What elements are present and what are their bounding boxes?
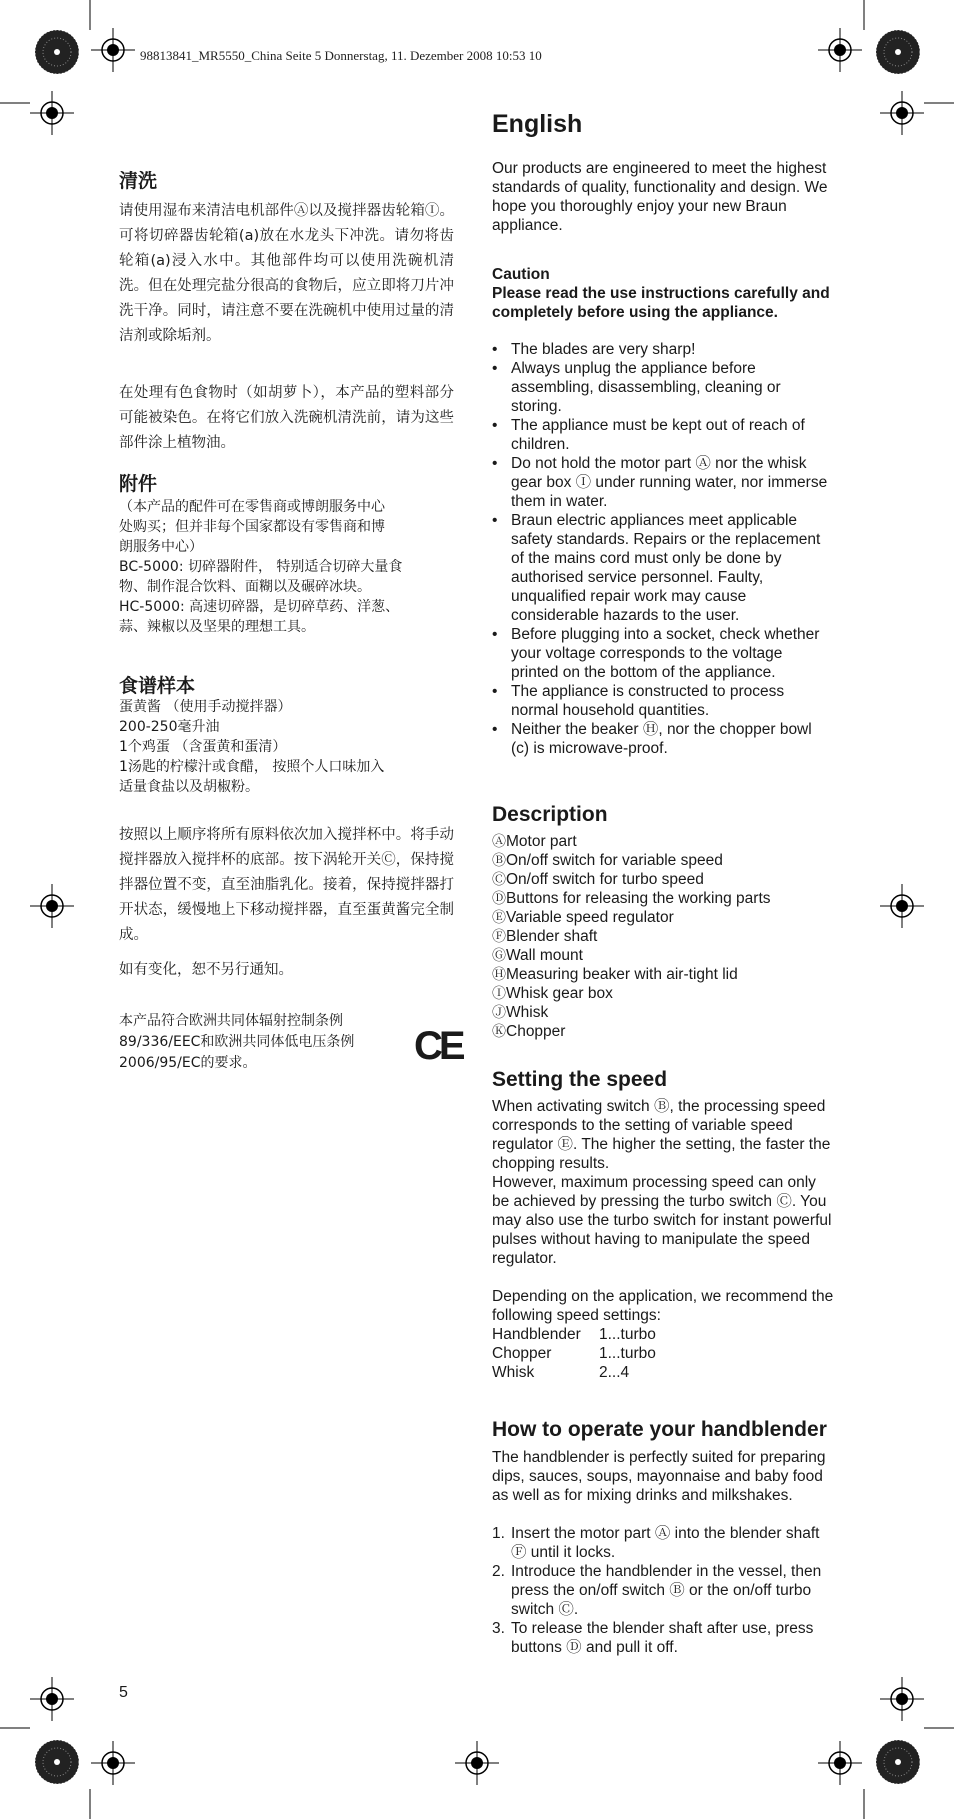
accessories-line: 处购买；但并非每个国家都设有零售商和博 xyxy=(119,519,385,535)
description-item xyxy=(492,889,771,908)
description-item xyxy=(492,946,771,965)
intro-paragraph: Our products are engineered to meet the highest standards of quality, functionality and design. We hope you thoroughly enjoy your new Braun appliance. xyxy=(492,160,828,234)
description-item xyxy=(492,851,771,870)
caution-item: • Always unplug the appliance before assembling, disassembling, cleaning or storing. xyxy=(492,359,832,416)
caution-list xyxy=(492,340,832,758)
part-letter: Ⓘ xyxy=(492,985,506,1001)
caution-item: • Braun electric appliances meet applicable safety standards. Repairs or the replacement of the mains cord must only be done by authorised service personnel. Faulty, unqualified repair work may cause considerable hazards to the user. xyxy=(492,511,832,625)
speed-value: 2...4 xyxy=(599,1364,630,1381)
accessories-line: HC-5000: 高速切碎器，是切碎草药、洋葱、 xyxy=(119,599,400,615)
accessories-line: BC-5000: 切碎器附件， 特别适合切碎大量食 xyxy=(119,559,403,575)
recipe-line: 200-250毫升油 xyxy=(119,719,220,735)
part-name: Chopper xyxy=(506,1023,566,1040)
ce-mark-logo: CE xyxy=(414,1024,462,1068)
caution-instruction: Please read the use instructions carefully and completely before using the appliance. xyxy=(492,285,830,321)
description-item xyxy=(492,927,771,946)
cleaning-paragraph-2: 在处理有色食物时（如胡萝卜），本产品的塑料部分可能被染色。在将它们放入洗碗机清洗前，请为这些部件涂上植物油。 xyxy=(119,385,454,451)
accessories-line: 物、制作混合饮料、面糊以及碾碎冰块。 xyxy=(119,579,371,595)
step-number: 1. xyxy=(492,1525,505,1542)
operate-title: How to operate your handblender xyxy=(492,1418,827,1441)
description-item xyxy=(492,965,771,984)
description-list xyxy=(492,832,771,1041)
part-name: Motor part xyxy=(506,833,577,850)
appliance-name: Whisk xyxy=(492,1364,535,1381)
part-letter: Ⓒ xyxy=(492,871,506,887)
description-item xyxy=(492,832,771,851)
part-letter: Ⓚ xyxy=(492,1023,506,1039)
caution-item: • Before plugging into a socket, check whether your voltage corresponds to the voltage printed on the bottom of the appliance. xyxy=(492,625,832,682)
part-letter: Ⓔ xyxy=(492,909,506,925)
speed-paragraph-2: However, maximum processing speed can only be achieved by pressing the turbo switch Ⓒ. You may also use the turbo switch for instant powerful pulses without having to manipulate the speed regulator. xyxy=(492,1174,832,1267)
caution-item: • Do not hold the motor part Ⓐ nor the whisk gear box Ⓘ under running water, nor immerse them in water. xyxy=(492,454,832,511)
speed-value: 1...turbo xyxy=(599,1326,656,1343)
part-name: Wall mount xyxy=(506,947,583,964)
caution-item: • The appliance must be kept out of reach of children. xyxy=(492,416,832,454)
accessories-line: 朗服务中心） xyxy=(119,539,203,555)
operate-intro: The handblender is perfectly suited for preparing dips, sauces, soups, mayonnaise and baby food as well as for mixing drinks and milkshakes. xyxy=(492,1449,826,1504)
speed-title: Setting the speed xyxy=(492,1068,668,1091)
recipe-title: 食谱样本 xyxy=(119,675,196,697)
page-number: 5 xyxy=(119,1684,128,1701)
appliance-name: Handblender xyxy=(492,1326,581,1343)
operate-step xyxy=(492,1524,832,1562)
speed-settings-table xyxy=(492,1325,656,1382)
part-name: Whisk xyxy=(506,1004,549,1021)
speed-paragraph-1: When activating switch Ⓑ, the processing speed corresponds to the setting of variable speed regulator Ⓔ. The higher the setting, the faster the chopping results. xyxy=(492,1098,831,1172)
table-row xyxy=(492,1325,656,1344)
part-name: Variable speed regulator xyxy=(506,909,674,926)
cleaning-paragraph-1: 请使用湿布来清洁电机部件Ⓐ以及搅拌器齿轮箱Ⓘ。可将切碎器齿轮箱(a)放在水龙头下冲洗。请勿将齿轮箱(a)浸入水中。其他部件均可以使用洗碗机清洗。但在处理完盐分很高的食物后，应立即将刀片冲洗干净。同时，请注意不要在洗碗机中使用过量的清洁剂或除垢剂。 xyxy=(119,203,454,344)
part-letter: Ⓐ xyxy=(492,833,506,849)
caution-item: • The appliance is constructed to process normal household quantities. xyxy=(492,682,832,720)
compliance-text xyxy=(119,1011,354,1074)
recipe-line: 适量食盐以及胡椒粉。 xyxy=(119,779,259,795)
recipe-line: 蛋黄酱 （使用手动搅拌器） xyxy=(119,699,292,715)
part-name: Blender shaft xyxy=(506,928,598,945)
part-name: Buttons for releasing the working parts xyxy=(506,890,771,907)
accessories-line: 蒜、辣椒以及坚果的理想工具。 xyxy=(119,619,315,635)
table-row xyxy=(492,1344,656,1363)
caution-item: • Neither the beaker Ⓗ, nor the chopper bowl (c) is microwave-proof. xyxy=(492,720,832,758)
print-header: 98813841_MR5550_China Seite 5 Donnerstag, 11. Dezember 2008 10:53 10 xyxy=(140,48,542,63)
part-name: Measuring beaker with air-tight lid xyxy=(506,966,738,983)
part-name: On/off switch for turbo speed xyxy=(506,871,704,888)
description-title: Description xyxy=(492,803,608,826)
speed-paragraph-3: Depending on the application, we recommend the following speed settings: xyxy=(492,1288,834,1324)
description-item xyxy=(492,984,771,1003)
description-item xyxy=(492,908,771,927)
compliance-line: 89/336/EEC和欧洲共同体低电压条例 xyxy=(119,1034,355,1050)
accessories-line: （本产品的配件可在零售商或博朗服务中心 xyxy=(119,499,385,515)
step-number: 3. xyxy=(492,1620,505,1637)
step-text: To release the blender shaft after use, press buttons Ⓓ and pull it off. xyxy=(511,1620,814,1656)
part-letter: Ⓙ xyxy=(492,1004,506,1020)
recipe-ingredients xyxy=(119,697,384,797)
accessories-text xyxy=(119,497,402,637)
caution-item: • The blades are very sharp! xyxy=(492,340,832,359)
step-text: Introduce the handblender in the vessel, then press the on/off switch Ⓑ or the on/off turbo switch Ⓒ. xyxy=(511,1563,822,1618)
recipe-method: 按照以上顺序将所有原料依次加入搅拌杯中。将手动搅拌器放入搅拌杯的底部。按下涡轮开关Ⓒ，保持搅拌器位置不变，直至油脂乳化。接着，保持搅拌器打开状态，缓慢地上下移动搅拌器，直至蛋黄酱完全制成。 xyxy=(119,827,454,943)
operate-step xyxy=(492,1562,832,1619)
part-letter: Ⓖ xyxy=(492,947,506,963)
description-item xyxy=(492,1003,771,1022)
compliance-line: 本产品符合欧洲共同体辐射控制条例 xyxy=(119,1013,343,1029)
description-item xyxy=(492,870,771,889)
part-letter: Ⓗ xyxy=(492,966,506,982)
notice-text: 如有变化，恕不另行通知。 xyxy=(119,962,293,978)
part-letter: Ⓓ xyxy=(492,890,506,906)
step-number: 2. xyxy=(492,1563,505,1580)
part-letter: Ⓕ xyxy=(492,928,506,944)
operate-step xyxy=(492,1619,832,1657)
part-name: On/off switch for variable speed xyxy=(506,852,723,869)
part-name: Whisk gear box xyxy=(506,985,613,1002)
compliance-line: 2006/95/EC的要求。 xyxy=(119,1055,257,1071)
recipe-line: 1个鸡蛋 （含蛋黄和蛋清） xyxy=(119,739,287,755)
accessories-title: 附件 xyxy=(119,473,158,495)
cleaning-title: 清洗 xyxy=(119,170,158,192)
speed-value: 1...turbo xyxy=(599,1345,656,1362)
english-title: English xyxy=(492,110,583,138)
caution-heading: Caution xyxy=(492,266,550,283)
operate-steps xyxy=(492,1524,832,1657)
appliance-name: Chopper xyxy=(492,1345,552,1362)
step-text: Insert the motor part Ⓐ into the blender shaft Ⓕ until it locks. xyxy=(511,1525,820,1561)
recipe-line: 1汤匙的柠檬汁或食醋， 按照个人口味加入 xyxy=(119,759,385,775)
description-item xyxy=(492,1022,771,1041)
table-row xyxy=(492,1363,656,1382)
part-letter: Ⓑ xyxy=(492,852,506,868)
